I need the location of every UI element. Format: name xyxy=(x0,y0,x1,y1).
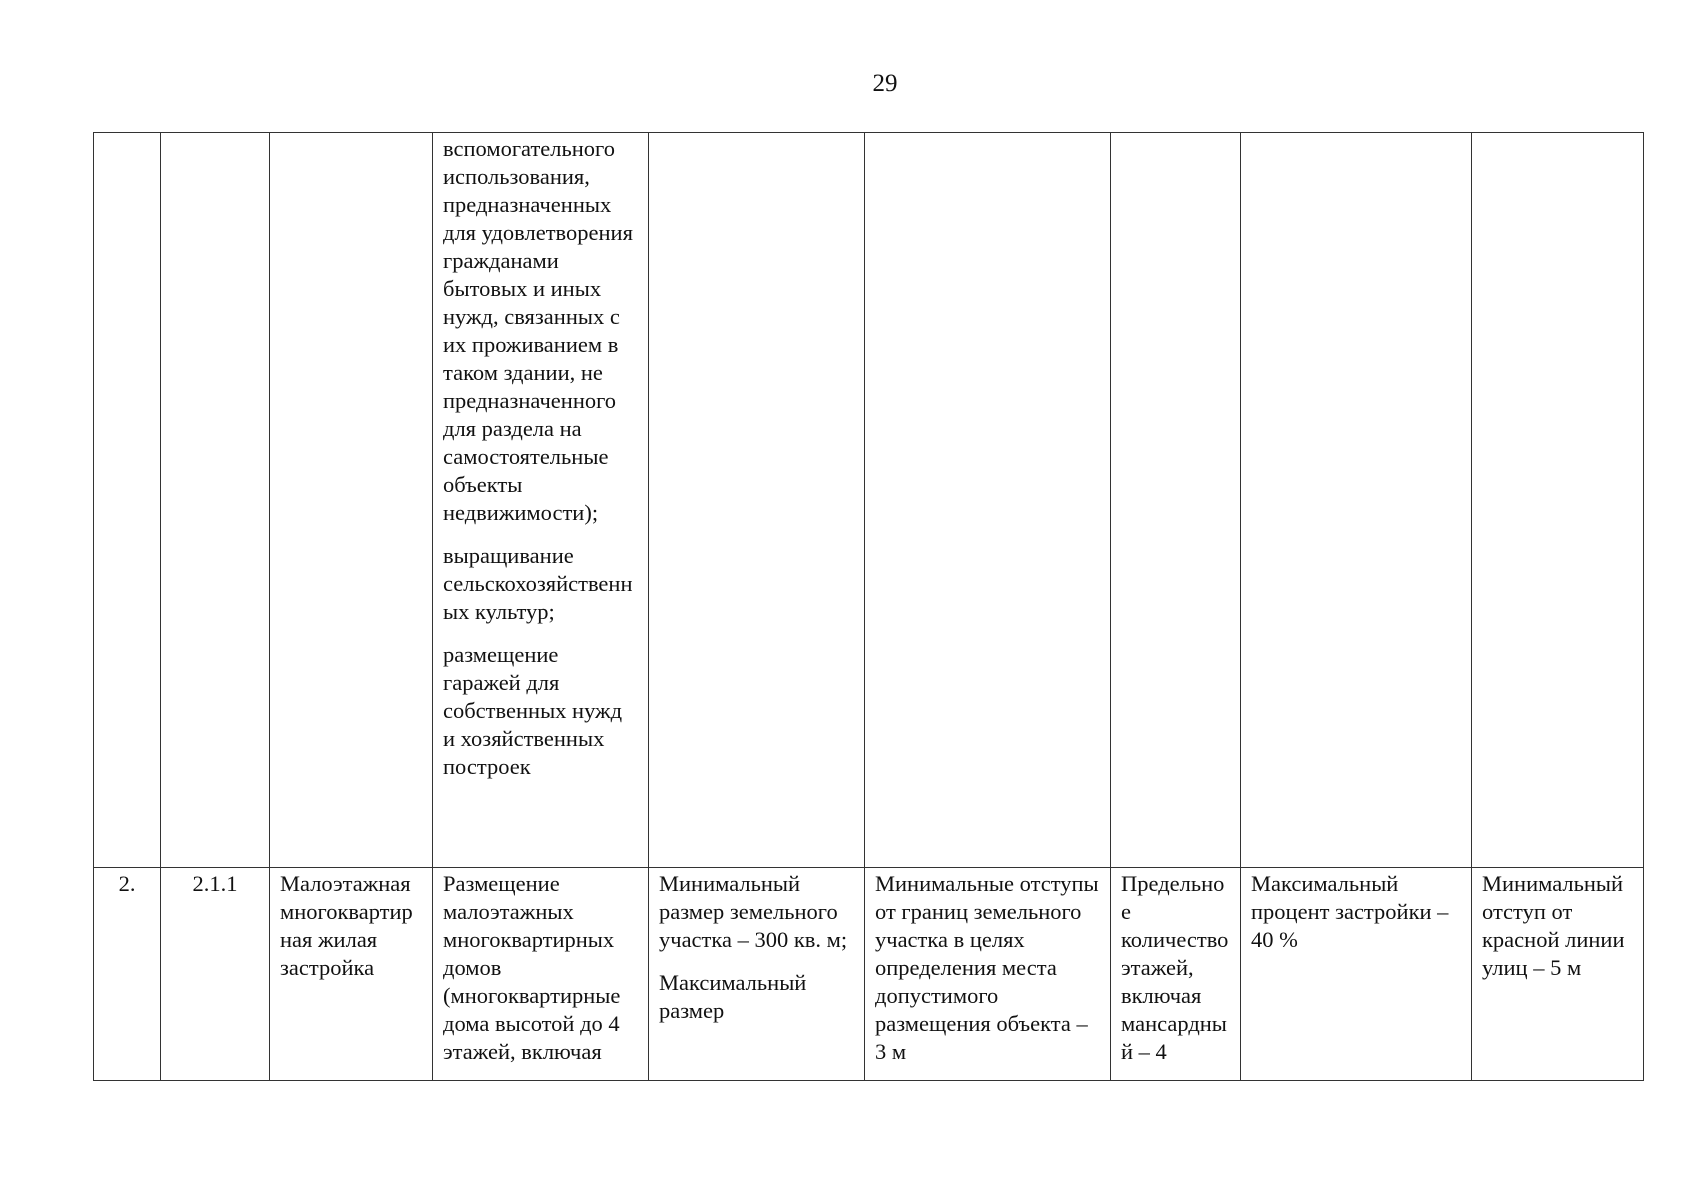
table-cell xyxy=(1111,133,1241,868)
table-cell xyxy=(865,133,1111,868)
row-number-cell xyxy=(94,868,161,1081)
table-cell xyxy=(649,133,865,868)
table-row xyxy=(94,868,1644,1081)
cell-paragraph: Максимальный размер xyxy=(659,970,807,1023)
code-cell xyxy=(161,868,270,1081)
table-cell xyxy=(161,133,270,868)
cell-paragraph: размещение гаражей для собственных нужд и хозяйственных построек xyxy=(443,642,623,779)
cell-paragraph: Минимальный размер земельного участка – 300 кв. м; xyxy=(659,871,848,952)
permitted-use-cell xyxy=(433,868,649,1081)
table-cell xyxy=(1241,133,1472,868)
table-row xyxy=(94,133,1644,868)
cell-paragraph: вспомогательного использования, предназначенных для удовлетворения гражданами бытовых и иных нужд, связанных с их проживанием в таком здании, не предназначенного для раздела на самостоятельные объекты недвижимости); xyxy=(443,136,633,525)
red-line-setback: Минимальный отступ от красной линии улиц – 5 м xyxy=(1482,871,1625,980)
zone-name-cell xyxy=(270,868,433,1081)
table-cell xyxy=(94,133,161,868)
page-number: 29 xyxy=(872,70,898,97)
coverage: Максимальный процент застройки – 40 % xyxy=(1251,871,1449,952)
permitted-use: Размещение малоэтажных многоквартирных домов (многоквартирные дома высотой до 4 этажей, включая xyxy=(443,871,621,1064)
coverage-cell xyxy=(1241,868,1472,1081)
regulations-table xyxy=(93,132,1644,1081)
permitted-use-cell xyxy=(433,133,649,868)
cell-paragraph: выращивание сельскохозяйственных культур; xyxy=(443,543,633,624)
row-number: 2. xyxy=(118,871,136,896)
table-cell xyxy=(270,133,433,868)
table-cell xyxy=(1472,133,1644,868)
floors: Предельное количество этажей, включая мансардный – 4 xyxy=(1121,871,1229,1064)
zone-name: Малоэтажная многоквартирная жилая застройка xyxy=(280,871,413,980)
floors-cell xyxy=(1111,868,1241,1081)
setbacks: Минимальные отступы от границ земельного участка в целях определения места допустимого размещения объекта – 3 м xyxy=(875,871,1099,1064)
red-line-setback-cell xyxy=(1472,868,1644,1081)
plot-size-cell xyxy=(649,868,865,1081)
use-code: 2.1.1 xyxy=(192,871,238,896)
setbacks-cell xyxy=(865,868,1111,1081)
